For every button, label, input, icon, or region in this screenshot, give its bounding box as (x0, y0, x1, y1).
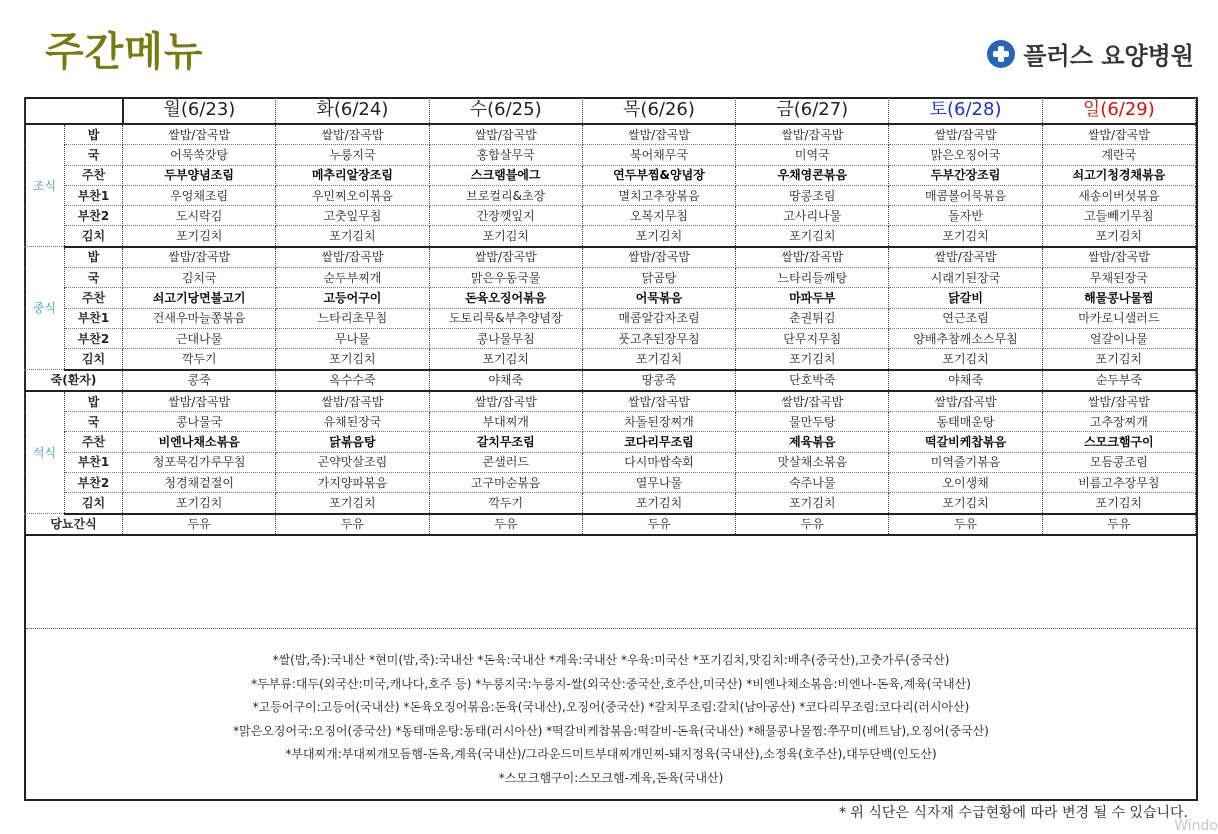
menu-item: 쌀밥/잡곡밥 (889, 391, 1042, 412)
menu-row (25, 432, 1196, 452)
menu-item: 춘권튀김 (736, 308, 889, 328)
menu-item: 어묵볶음 (582, 288, 735, 308)
menu-item: 쌀밥/잡곡밥 (736, 247, 889, 268)
menu-row (25, 226, 1196, 247)
menu-item: 스크램블에그 (429, 165, 582, 185)
menu-item: 포기김치 (123, 226, 276, 247)
menu-item: 땅콩죽 (582, 370, 735, 391)
menu-item: 쌀밥/잡곡밥 (582, 391, 735, 412)
menu-row (25, 391, 1196, 412)
menu-item: 어묵쑥갓탕 (123, 145, 276, 165)
menu-item: 마카로니샐러드 (1042, 308, 1195, 328)
category-label: 밥 (65, 391, 123, 412)
menu-item: 유채된장국 (276, 412, 429, 432)
origin-note-line: *고등어구이:고등어(국내산) *돈육오징어볶음:돈육(국내산),오징어(중국산) *갈치무조림:갈치(남아공산) *코다리무조림:코다리(러시아산) (252, 700, 970, 714)
menu-item: 포기김치 (889, 349, 1042, 370)
menu-item: 홍합살무국 (429, 145, 582, 165)
menu-row (25, 185, 1196, 205)
menu-item: 포기김치 (429, 226, 582, 247)
menu-item: 미역줄기볶음 (889, 452, 1042, 472)
origin-note-line: *두부류:대두(외국산:미국,캐나다,호주 등) *누룽지국:누룽지-쌀(외국산:중국산,호주산,미국산) *비엔나채소볶음:비엔나-돈육,계육(국내산) (251, 676, 971, 691)
menu-item: 맑은우동국물 (429, 268, 582, 288)
row-label-porridge: 죽(환자) (25, 370, 123, 391)
menu-item: 쌀밥/잡곡밥 (736, 391, 889, 412)
category-label: 주찬 (65, 165, 123, 185)
menu-item: 쌀밥/잡곡밥 (276, 124, 429, 145)
menu-item: 깍두기 (429, 493, 582, 514)
menu-item: 닭볶음탕 (276, 432, 429, 452)
category-label: 국 (65, 412, 123, 432)
category-label: 부찬2 (65, 206, 123, 226)
menu-row-diabetic (25, 514, 1196, 535)
menu-item: 계란국 (1042, 145, 1195, 165)
menu-row (25, 165, 1196, 185)
menu-item: 두부간장조림 (889, 165, 1042, 185)
menu-item: 쌀밥/잡곡밥 (276, 247, 429, 268)
menu-item: 쌀밥/잡곡밥 (429, 391, 582, 412)
menu-item: 건새우마늘쫑볶음 (123, 308, 276, 328)
menu-item: 차돌된장찌개 (582, 412, 735, 432)
menu-item: 우채영콘볶음 (736, 165, 889, 185)
menu-item: 두유 (889, 514, 1042, 535)
hospital-name: 플러스 요양병원 (1023, 42, 1194, 70)
menu-item: 콩나물국 (123, 412, 276, 432)
menu-item: 쌀밥/잡곡밥 (582, 124, 735, 145)
menu-item: 곤약맛살조림 (276, 452, 429, 472)
menu-item: 두유 (1042, 514, 1195, 535)
menu-item: 포기김치 (736, 349, 889, 370)
menu-item: 쌀밥/잡곡밥 (429, 124, 582, 145)
menu-item: 북어채무국 (582, 145, 735, 165)
menu-item: 오이생채 (889, 473, 1042, 493)
menu-item: 포기김치 (889, 493, 1042, 514)
menu-item: 풋고추된장무침 (582, 328, 735, 348)
day-mon: 월(6/23) (123, 97, 276, 124)
menu-item: 우민찌오이볶음 (276, 185, 429, 205)
menu-item: 포기김치 (276, 226, 429, 247)
menu-item: 쌀밥/잡곡밥 (123, 391, 276, 412)
menu-item: 미역국 (736, 145, 889, 165)
category-label: 밥 (65, 247, 123, 268)
menu-item: 쌀밥/잡곡밥 (1042, 124, 1195, 145)
watermark: Windo (1174, 818, 1218, 834)
menu-item: 양배추참깨소스무침 (889, 328, 1042, 348)
menu-item: 맛살채소볶음 (736, 452, 889, 472)
menu-item: 고추장찌개 (1042, 412, 1195, 432)
page-title: 주간메뉴 (45, 29, 204, 75)
menu-item: 야채죽 (429, 370, 582, 391)
day-wed: 수(6/25) (429, 97, 582, 124)
menu-item: 두유 (582, 514, 735, 535)
menu-item: 포기김치 (429, 349, 582, 370)
notes-divider (26, 628, 1196, 629)
hospital-brand (987, 36, 1194, 71)
category-label: 밥 (65, 124, 123, 145)
menu-item: 고춧잎무침 (276, 206, 429, 226)
menu-item: 포기김치 (276, 349, 429, 370)
corner-cell (25, 97, 123, 124)
menu-row (25, 124, 1196, 145)
menu-item: 쌀밥/잡곡밥 (276, 391, 429, 412)
menu-item: 부대찌개 (429, 412, 582, 432)
menu-item: 고등어구이 (276, 288, 429, 308)
category-label: 국 (65, 268, 123, 288)
menu-item: 마파두부 (736, 288, 889, 308)
menu-item: 열무나물 (582, 473, 735, 493)
menu-item: 연근조림 (889, 308, 1042, 328)
menu-item: 순두부찌개 (276, 268, 429, 288)
category-label: 주찬 (65, 432, 123, 452)
day-tue: 화(6/24) (276, 97, 429, 124)
menu-item: 쇠고기청경채볶음 (1042, 165, 1195, 185)
cross-logo-icon (987, 40, 1015, 68)
menu-item: 콩죽 (123, 370, 276, 391)
origin-note-line: *스모크햄구이:스모크햄-계육,돈육(국내산) (498, 770, 724, 785)
menu-item: 무나물 (276, 328, 429, 348)
menu-item: 해물콩나물찜 (1042, 288, 1195, 308)
menu-item: 포기김치 (123, 493, 276, 514)
origin-note-line: *맑은오징어국:오징어(중국산) *동태매운탕:동태(러시아산) *떡갈비케찹볶음:떡갈비-돈육(국내산) *해물콩나물찜:쭈꾸미(베트남),오징어(중국산) (233, 723, 989, 738)
menu-item: 브로컬리&초장 (429, 185, 582, 205)
menu-item: 옥수수죽 (276, 370, 429, 391)
menu-item: 시래기된장국 (889, 268, 1042, 288)
menu-item: 쌀밥/잡곡밥 (429, 247, 582, 268)
menu-item: 비엔나채소볶음 (123, 432, 276, 452)
menu-row (25, 473, 1196, 493)
menu-item: 쌀밥/잡곡밥 (889, 247, 1042, 268)
menu-item: 포기김치 (582, 349, 735, 370)
menu-item: 포기김치 (1042, 349, 1195, 370)
disclaimer: * 위 식단은 식자재 수급현황에 따라 변경 될 수 있습니다. (838, 805, 1188, 821)
menu-row (25, 145, 1196, 165)
day-fri: 금(6/27) (736, 97, 889, 124)
menu-item: 청포묵김가루무침 (123, 452, 276, 472)
menu-item: 김치국 (123, 268, 276, 288)
menu-item: 쌀밥/잡곡밥 (736, 124, 889, 145)
origin-note-line: *쌀(밥,죽):국내산 *현미(밥,죽):국내산 *돈육:국내산 *계육:국내산 *우육:미국산 *포기김치,맛김치:배추(중국산),고춧가루(중국산) (272, 653, 950, 667)
menu-item: 쌀밥/잡곡밥 (582, 247, 735, 268)
day-header-row (25, 97, 1196, 124)
menu-item: 연두부찜&양념장 (582, 165, 735, 185)
menu-item: 모듬콩조림 (1042, 452, 1195, 472)
menu-item: 깍두기 (123, 349, 276, 370)
menu-item: 간장깻잎지 (429, 206, 582, 226)
meal-label-breakfast: 조식 (25, 124, 65, 247)
menu-item: 고구마순볶음 (429, 473, 582, 493)
menu-item: 근대나물 (123, 328, 276, 348)
menu-item: 코다리무조림 (582, 432, 735, 452)
menu-item: 쌀밥/잡곡밥 (123, 124, 276, 145)
menu-row (25, 349, 1196, 370)
menu-item: 느타리들깨탕 (736, 268, 889, 288)
menu-item: 느타리초무침 (276, 308, 429, 328)
weekly-menu-table (24, 97, 1196, 536)
menu-item: 단무지무침 (736, 328, 889, 348)
menu-item: 닭갈비 (889, 288, 1042, 308)
menu-item: 스모크햄구이 (1042, 432, 1195, 452)
menu-item: 가지양파볶음 (276, 473, 429, 493)
row-label-diabetic: 당뇨간식 (25, 514, 123, 535)
menu-item: 누룽지국 (276, 145, 429, 165)
menu-row (25, 247, 1196, 268)
origin-notes (26, 649, 1196, 790)
menu-row (25, 308, 1196, 328)
menu-item: 청경채겉절이 (123, 473, 276, 493)
menu-item: 콘샐러드 (429, 452, 582, 472)
menu-row (25, 268, 1196, 288)
menu-item: 두유 (429, 514, 582, 535)
menu-item: 콩나물무침 (429, 328, 582, 348)
menu-item: 갈치무조림 (429, 432, 582, 452)
menu-item: 쌀밥/잡곡밥 (889, 124, 1042, 145)
menu-item: 오복지무침 (582, 206, 735, 226)
menu-item: 동태매운탕 (889, 412, 1042, 432)
day-sat: 토(6/28) (889, 97, 1042, 124)
menu-row (25, 452, 1196, 472)
menu-item: 포기김치 (1042, 493, 1195, 514)
menu-row (25, 288, 1196, 308)
category-label: 주찬 (65, 288, 123, 308)
menu-item: 닭곰탕 (582, 268, 735, 288)
meal-label-dinner: 석식 (25, 391, 65, 514)
menu-item: 고들빼기무침 (1042, 206, 1195, 226)
day-thu: 목(6/26) (582, 97, 735, 124)
menu-item: 도시락김 (123, 206, 276, 226)
category-label: 김치 (65, 226, 123, 247)
menu-item: 제육볶음 (736, 432, 889, 452)
menu-item: 두유 (123, 514, 276, 535)
category-label: 부찬1 (65, 308, 123, 328)
menu-item: 땅콩조림 (736, 185, 889, 205)
meal-label-lunch: 중식 (25, 247, 65, 370)
menu-item: 순두부죽 (1042, 370, 1195, 391)
menu-item: 우엉채조림 (123, 185, 276, 205)
menu-item: 두유 (276, 514, 429, 535)
menu-item: 떡갈비케찹볶음 (889, 432, 1042, 452)
category-label: 부찬1 (65, 185, 123, 205)
menu-item: 매콤알감자조림 (582, 308, 735, 328)
menu-item: 포기김치 (889, 226, 1042, 247)
menu-item: 다시마쌈숙회 (582, 452, 735, 472)
category-label: 부찬2 (65, 328, 123, 348)
menu-item: 무채된장국 (1042, 268, 1195, 288)
menu-row (25, 206, 1196, 226)
menu-item: 멸치고추장볶음 (582, 185, 735, 205)
menu-row-porridge (25, 370, 1196, 391)
menu-item: 고사리나물 (736, 206, 889, 226)
menu-item: 쇠고기당면불고기 (123, 288, 276, 308)
menu-item: 물만두탕 (736, 412, 889, 432)
menu-item: 쌀밥/잡곡밥 (1042, 391, 1195, 412)
menu-item: 돈육오징어볶음 (429, 288, 582, 308)
menu-item: 두유 (736, 514, 889, 535)
menu-item: 새송이버섯볶음 (1042, 185, 1195, 205)
menu-item: 포기김치 (582, 226, 735, 247)
origin-note-line: *부대찌개:부대찌개모듬햄-돈육,계육(국내산)/그라운드미트부대찌개민찌-돼지정육(국내산),소정육(호주산),대두단백(인도산) (285, 747, 937, 761)
category-label: 김치 (65, 493, 123, 514)
menu-row (25, 328, 1196, 348)
menu-item: 야채죽 (889, 370, 1042, 391)
menu-item: 얼갈이나물 (1042, 328, 1195, 348)
menu-item: 메추리알장조림 (276, 165, 429, 185)
menu-row (25, 412, 1196, 432)
category-label: 김치 (65, 349, 123, 370)
category-label: 부찬2 (65, 473, 123, 493)
menu-item: 숙주나물 (736, 473, 889, 493)
menu-item: 매콤볼어묵볶음 (889, 185, 1042, 205)
menu-item: 포기김치 (736, 226, 889, 247)
menu-item: 포기김치 (582, 493, 735, 514)
menu-item: 쌀밥/잡곡밥 (1042, 247, 1195, 268)
category-label: 국 (65, 145, 123, 165)
menu-item: 두부양념조림 (123, 165, 276, 185)
menu-item: 쌀밥/잡곡밥 (123, 247, 276, 268)
menu-item: 포기김치 (736, 493, 889, 514)
menu-item: 비름고추장무침 (1042, 473, 1195, 493)
menu-item: 돌자반 (889, 206, 1042, 226)
menu-item: 단호박죽 (736, 370, 889, 391)
menu-item: 포기김치 (276, 493, 429, 514)
menu-row (25, 493, 1196, 514)
day-sun: 일(6/29) (1042, 97, 1195, 124)
category-label: 부찬1 (65, 452, 123, 472)
menu-item: 맑은오징어국 (889, 145, 1042, 165)
menu-item: 포기김치 (1042, 226, 1195, 247)
menu-item: 도토리묵&부추양념장 (429, 308, 582, 328)
